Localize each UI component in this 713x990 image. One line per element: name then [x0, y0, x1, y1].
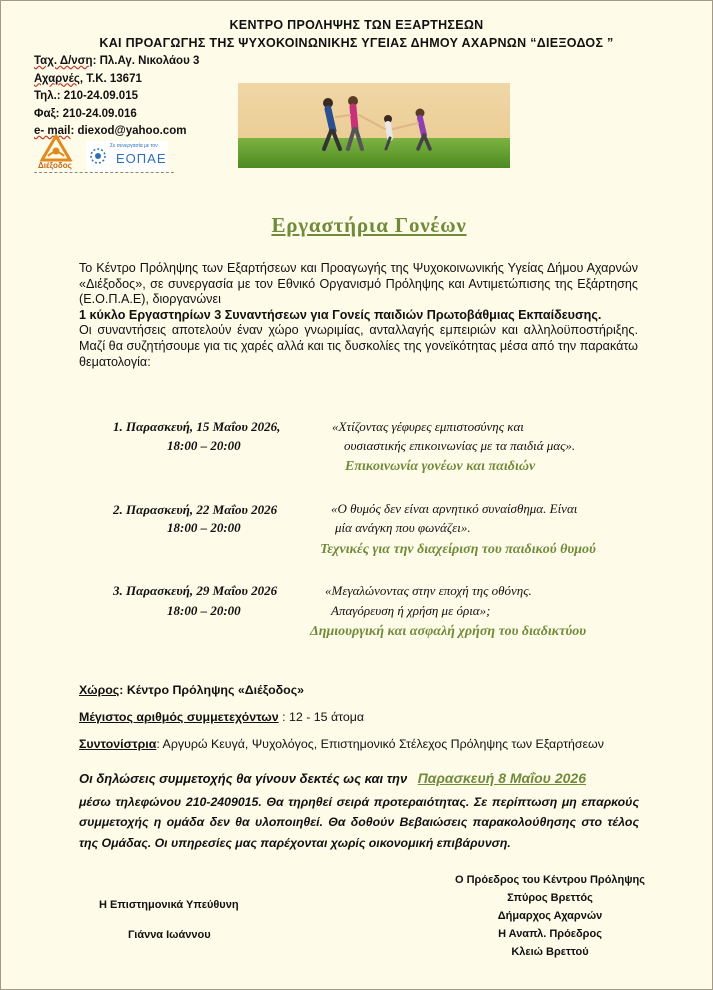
diexodos-logo	[34, 134, 82, 172]
vice-president-role: Η Αναπλ. Πρόεδρος	[498, 928, 602, 940]
eopae-logo	[86, 141, 168, 171]
intro-text-1: Το Κέντρο Πρόληψης των Εξαρτήσεων και Προαγωγής της Ψυχοκοινωνικής Υγείας Δήμου Αχαρνών «Διέξοδος», σε συνεργασία με τον Εθνικό Οργανισμό Πρόληψης και Αντιμετώπισης της Εξάρτησης (Ε.Ο.Π.Α.Ε), διοργανώνει	[79, 261, 638, 307]
families-photo	[238, 83, 510, 168]
fax-row: Φαξ: 210-24.09.016	[34, 107, 137, 120]
session-2-subtitle: Τεχνικές για την διαχείριση του παιδικού θυμού	[320, 542, 596, 557]
intro-paragraph	[79, 261, 638, 370]
place-row	[79, 683, 304, 697]
email-label: e- mail	[34, 125, 71, 137]
max-participants-label: Μέγιστος αριθμός συμμετεχόντων	[79, 710, 279, 724]
max-participants-value: : 12 - 15 άτομα	[278, 710, 365, 724]
scientific-lead-role: Η Επιστημονικά Υπεύθυνη	[99, 899, 239, 911]
coordinator-row	[79, 737, 604, 751]
session-1-time: 18:00 – 20:00	[167, 438, 241, 453]
registration-lead: Οι δηλώσεις συμμετοχής θα γίνουν δεκτές ως και την	[79, 771, 408, 786]
address-label: Ταχ. Δ/νση	[34, 55, 93, 67]
address-row	[34, 53, 254, 71]
page-title: Εργαστήρια Γονέων	[271, 213, 467, 237]
session-2-quote-line1: «Ο θυμός δεν είναι αρνητικό συναίσθημα. Είναι	[331, 501, 578, 516]
session-3-date: 3. Παρασκευή, 29 Μαΐου 2026	[113, 583, 278, 598]
registration-deadline: Παρασκευή 8 Μαΐου 2026	[417, 770, 586, 786]
intro-text-bold: 1 κύκλο Εργαστηρίων 3 Συναντήσεων για Γονείς παιδιών Πρωτοβάθμιας Εκπαίδευσης.	[79, 307, 602, 322]
registration-lead-row	[79, 770, 639, 788]
session-3-subtitle: Δημιουργική και ασφαλή χρήση του διαδικτύου	[310, 624, 587, 639]
session-1-date: 1. Παρασκευή, 15 Μαΐου 2026,	[113, 419, 281, 434]
phone-row: Τηλ.: 210-24.09.015	[34, 90, 138, 102]
place-value: : Κέντρο Πρόληψης «Διέξοδος»	[119, 683, 305, 697]
session-2-date: 2. Παρασκευή, 22 Μαΐου 2026	[113, 502, 278, 517]
session-2-time: 18:00 – 20:00	[167, 520, 241, 535]
session-3-quote-line1: «Μεγαλώνοντας στην εποχή της οθόνης.	[325, 583, 532, 598]
eopae-logo-icon	[88, 146, 108, 166]
session-1-subtitle: Επικοινωνία γονέων και παιδιών	[345, 459, 536, 474]
header-divider	[34, 172, 174, 173]
address-value: : Πλ.Αγ. Νικολάου 3	[92, 55, 200, 67]
eopae-logo-small: Σε συνεργασία με τον	[110, 143, 158, 149]
diexodos-logo-text: Διέξοδος	[38, 161, 72, 170]
org-name-line1: ΚΕΝΤΡΟ ΠΡΟΛΗΨΗΣ ΤΩΝ ΕΞΑΡΤΗΣΕΩΝ	[229, 18, 484, 32]
mayor-role: Δήμαρχος Αχαρνών	[497, 910, 603, 922]
org-name-line2-text: ΚΑΙ ΠΡΟΑΓΩΓΗΣ ΤΗΣ ΨΥΧΟΚΟΙΝΩΝΙΚΗΣ ΥΓΕΙΑΣ ΔΗΜΟΥ ΑΧΑΡΝΩΝ “ΔΙΕΞΟΔΟΣ ”	[99, 36, 614, 50]
contact-block	[34, 53, 254, 141]
registration-body: μέσω τηλεφώνου 210-2409015. Θα τηρηθεί σειρά προτεραιότητας. Σε περίπτωση μη επαρκούς συμμετοχής η ομάδα δεν θα υλοποιηθεί. Θα δοθούν Βεβαιώσεις παρακολούθησης στο τέλος της Ομάδας. Οι υπηρεσίες μας παρέχονται χωρίς οικονομική επιβάρυνση.	[79, 795, 639, 850]
families-photo-image	[238, 83, 510, 168]
city-value: , Τ.Κ. 13671	[79, 72, 142, 85]
scientific-lead-name: Γιάννα Ιωάννου	[128, 929, 211, 941]
coordinator-label: Συντονίστρια	[79, 737, 157, 751]
president-role: Ο Πρόεδρος του Κέντρου Πρόληψης	[454, 874, 645, 886]
eopae-logo-text: ΕΟΠΑΕ	[116, 151, 167, 166]
session-1-quote-line1: «Χτίζοντας γέφυρες εμπιστοσύνης και	[332, 419, 524, 434]
coordinator-value: : Αργυρώ Κευγά, Ψυχολόγος, Επιστημονικό Στέλεχος Πρόληψης των Εξαρτήσεων	[156, 737, 604, 751]
session-3-time: 18:00 – 20:00	[167, 603, 241, 618]
intro-text-2: Οι συναντήσεις αποτελούν έναν χώρο γνωριμίας, ανταλλαγής εμπειριών και αλληλοϋποστήριξης. Μαζί θα συζητήσουμε για τις χαρές αλλά και τις δυσκολίες της γονεϊκότητας μέσα από την παρακάτω θεματολογία:	[79, 323, 638, 369]
president-name: Σπύρος Βρεττός	[507, 892, 593, 904]
org-name-line2	[1, 36, 712, 50]
city-row	[34, 71, 254, 89]
session-1-quote-line2: ουσιαστικής επικοινωνίας με τα παιδιά μας».	[344, 438, 576, 453]
session-2-quote-line2: μία ανάγκη που φωνάζει».	[335, 520, 471, 535]
vice-president-name: Κλειώ Βρεττού	[511, 946, 589, 958]
session-3-quote-line2: Απαγόρευση ή χρήση με όρια»;	[331, 603, 491, 618]
email-value: : diexod@yahoo.com	[70, 125, 187, 137]
place-label: Χώρος	[79, 683, 120, 697]
max-participants-row	[79, 710, 364, 724]
city-label: Αχαρνές	[34, 72, 80, 85]
